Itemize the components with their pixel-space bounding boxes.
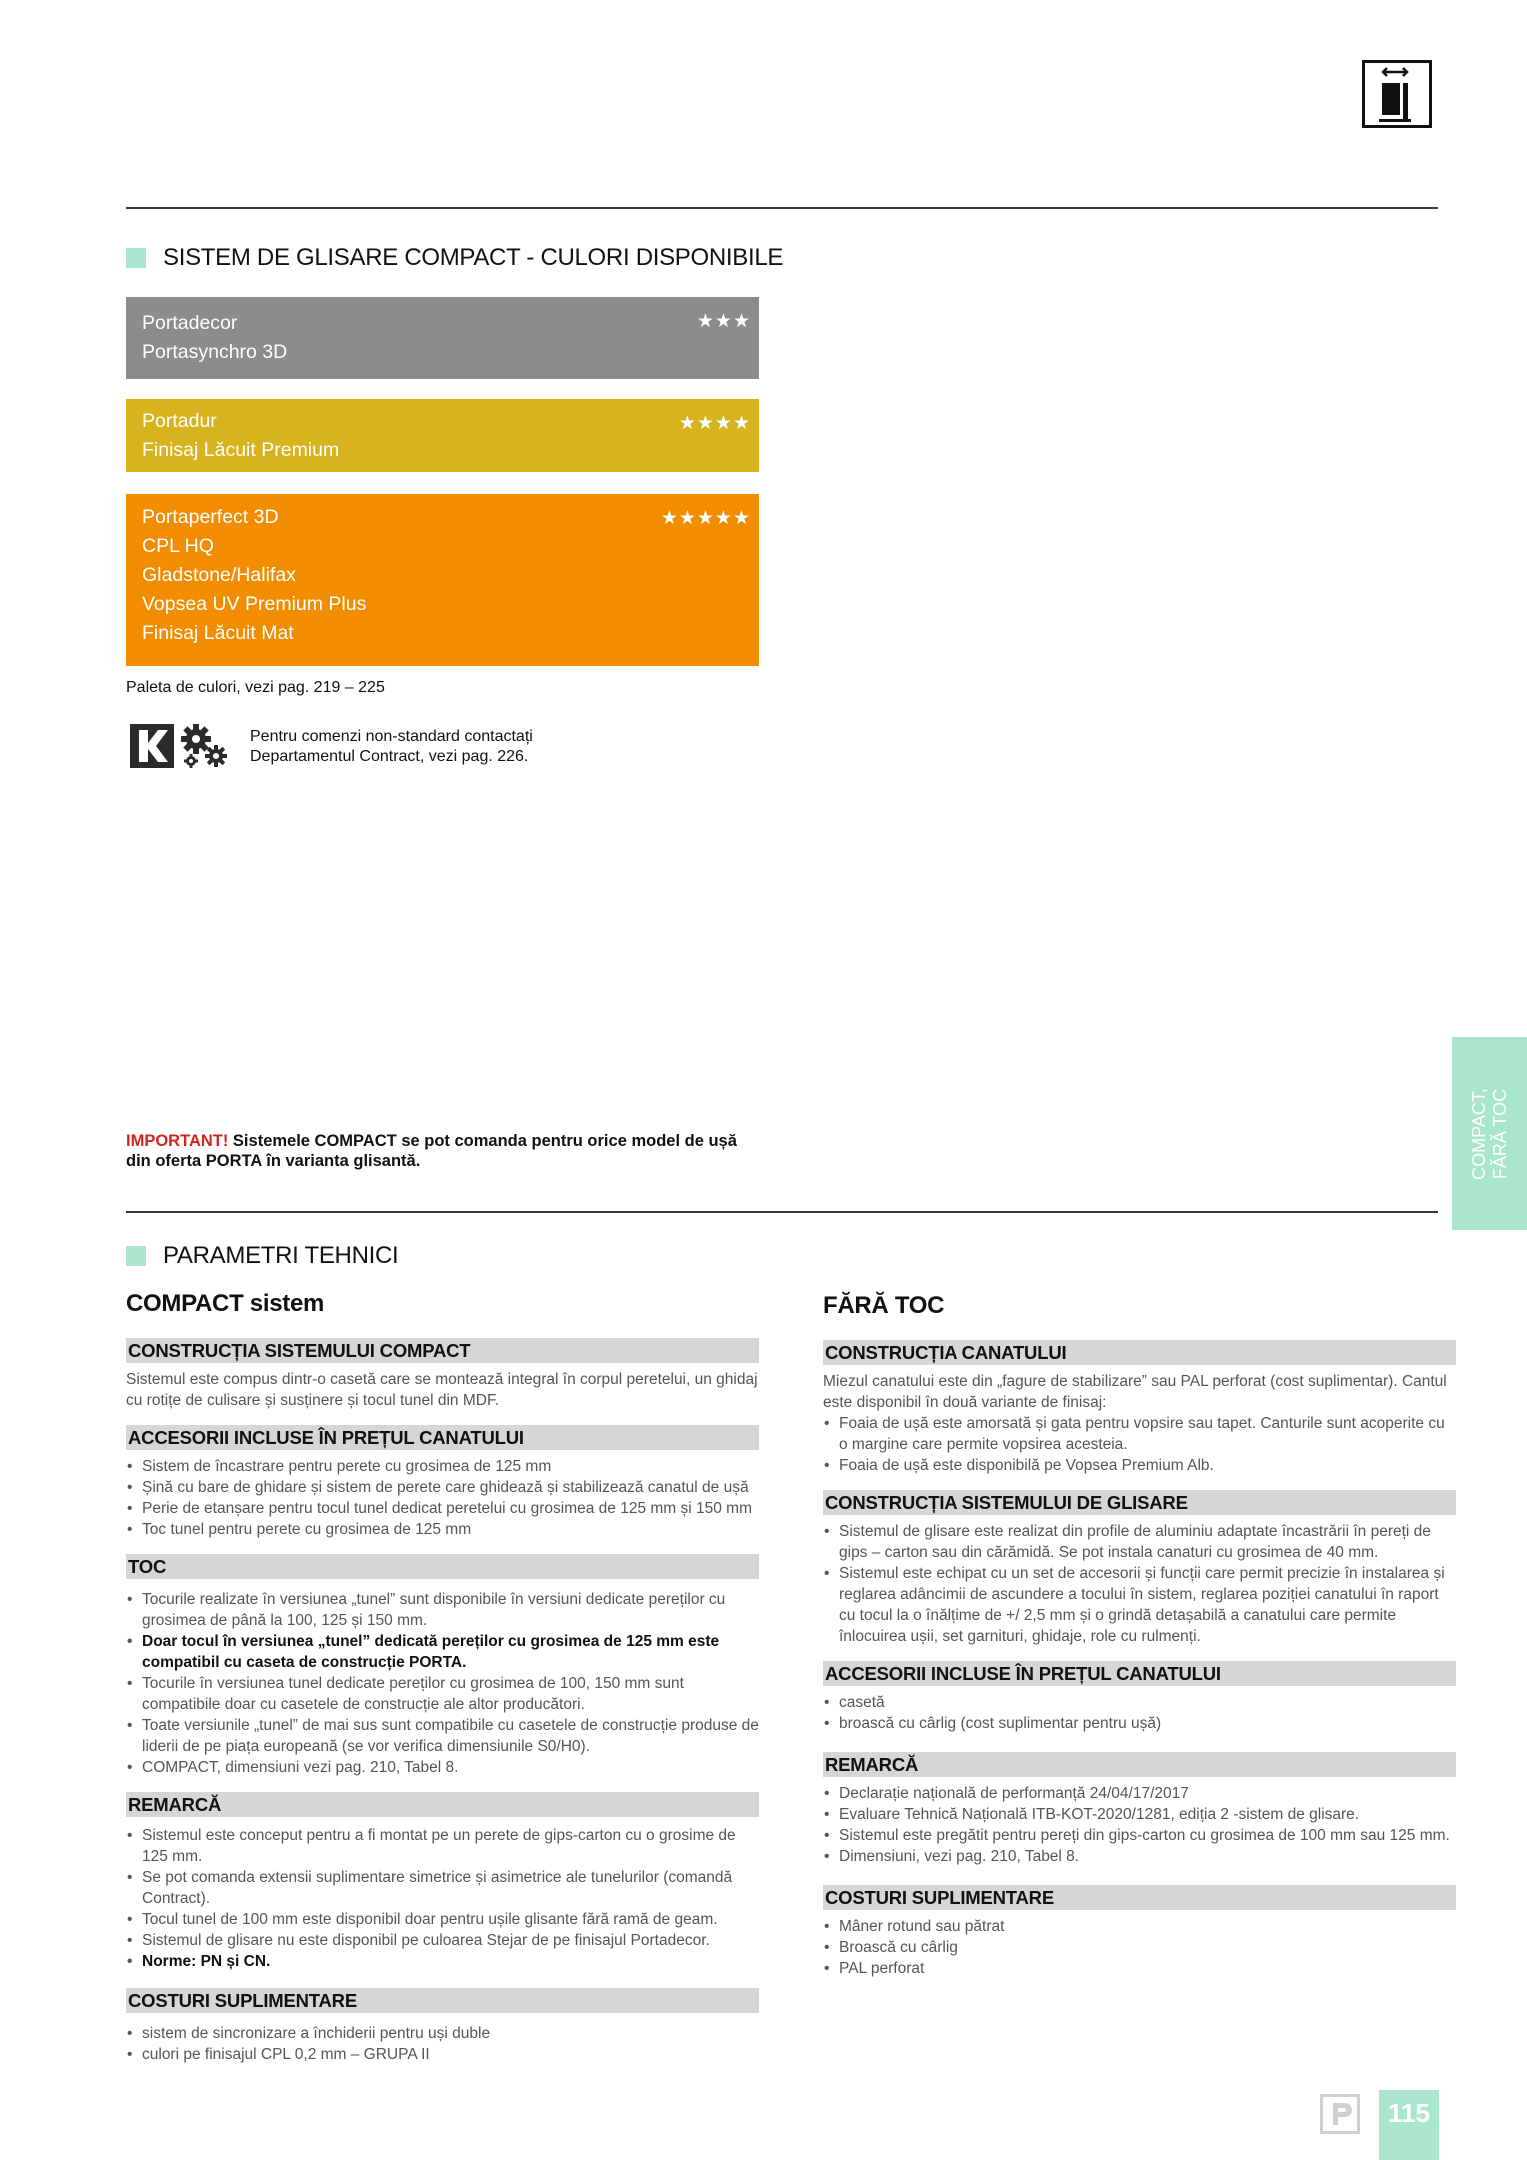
side-tab-line: COMPACT, <box>1468 1087 1489 1180</box>
list-item: • Sistemul este echipat cu un set de accesorii și funcții care permit precizie în instalarea și reglarea adâncimii de ascundere a tocului în sistem, reglarea poziției canatului în raport cu tocul la o înălțime de +/ 2,5 mm și o grindă detașabilă a canatului care permite înlocuirea ușii, set garnituri, ghidaje, role cu rulmenți. <box>823 1563 1456 1647</box>
section-title: PARAMETRI TEHNICI <box>163 1242 399 1269</box>
side-tab-line: FĂRĂ TOC <box>1489 1088 1510 1179</box>
color-box-portadecor <box>126 297 759 379</box>
section-title: SISTEM DE GLISARE COMPACT - CULORI DISPONIBILE <box>163 244 784 271</box>
bullet-list <box>823 1916 1456 1979</box>
list-item: • Foaia de ușă este disponibilă pe Vopsea Premium Alb. <box>823 1455 1456 1476</box>
block-heading: COSTURI SUPLIMENTARE <box>126 1988 759 2013</box>
rating-stars: ★★★★ <box>678 413 751 434</box>
color-line: Gladstone/Halifax <box>142 564 296 586</box>
color-line: Portadecor <box>142 312 238 334</box>
color-line: Portadur <box>142 410 217 432</box>
list-item: • Toate versiunile „tunel” de mai sus sunt compatibile cu casetele de construcție produse de liderii de pe piața europeană (se vor verifica dimensiunile S0/H0). <box>126 1715 759 1757</box>
list-item: • Dimensiuni, vezi pag. 210, Tabel 8. <box>823 1846 1456 1867</box>
important-note <box>126 1131 766 1171</box>
list-item: • Sistemul este pregătit pentru pereți din gips-carton cu grosimea de 100 mm sau 125 mm. <box>823 1825 1456 1846</box>
list-item: • Toc tunel pentru perete cu grosimea de 125 mm <box>126 1519 759 1540</box>
block-heading: REMARCĂ <box>126 1792 759 1817</box>
side-tab-label <box>1469 1088 1511 1180</box>
section-marker <box>126 1246 146 1266</box>
color-line: Portasynchro 3D <box>142 341 288 363</box>
contract-note <box>250 727 670 767</box>
color-line: Finisaj Lăcuit Premium <box>142 439 340 461</box>
list-item: • casetă <box>823 1692 1456 1713</box>
list-item: • Mâner rotund sau pătrat <box>823 1916 1456 1937</box>
color-line: Finisaj Lăcuit Mat <box>142 622 294 644</box>
bullet-list <box>126 2023 759 2065</box>
column-title: FĂRĂ TOC <box>823 1292 945 1319</box>
divider <box>126 207 1438 209</box>
bullet-list <box>823 1783 1456 1867</box>
bullet-list <box>126 1825 759 1972</box>
porta-logo-icon <box>1320 2094 1360 2134</box>
color-box-portaperfect <box>126 494 759 666</box>
color-line: CPL HQ <box>142 535 214 557</box>
color-line: Portaperfect 3D <box>142 506 279 528</box>
side-tab <box>1452 1037 1527 1230</box>
bullet-list <box>823 1521 1456 1647</box>
list-item: • Norme: PN și CN. <box>126 1951 759 1972</box>
list-item: • PAL perforat <box>823 1958 1456 1979</box>
gears-icon <box>178 722 230 770</box>
important-label: IMPORTANT! <box>126 1132 229 1150</box>
list-item: • Tocurile în versiunea tunel dedicate pereților cu grosimea de 100, 150 mm sunt compatibile doar cu casetele de construcție ale altor producători. <box>126 1673 759 1715</box>
list-item: • COMPACT, dimensiuni vezi pag. 210, Tabel 8. <box>126 1757 759 1778</box>
list-item: • Sistemul este conceput pentru a fi montat pe un perete de gips-carton cu o grosime de 125 mm. <box>126 1825 759 1867</box>
list-item: • Tocul tunel de 100 mm este disponibil doar pentru ușile glisante fără ramă de geam. <box>126 1909 759 1930</box>
list-item: • Broască cu cârlig <box>823 1937 1456 1958</box>
block-heading: ACCESORII INCLUSE ÎN PREȚUL CANATULUI <box>823 1661 1456 1686</box>
list-item: • Foaia de ușă este amorsată și gata pentru vopsire sau tapet. Canturile sunt acoperite cu o margine care permite vopsirea acesteia. <box>823 1413 1456 1455</box>
bullet-list <box>126 1456 759 1540</box>
list-item: • Se pot comanda extensii suplimentare simetrice și asimetrice ale tunelurilor (comandă Contract). <box>126 1867 759 1909</box>
list-item: • Evaluare Tehnică Națională ITB-KOT-2020/1281, ediția 2 -sistem de glisare. <box>823 1804 1456 1825</box>
color-line: Vopsea UV Premium Plus <box>142 593 367 615</box>
list-item: • broască cu cârlig (cost suplimentar pentru ușă) <box>823 1713 1456 1734</box>
list-item: • sistem de sincronizare a închiderii pentru uși duble <box>126 2023 759 2044</box>
palette-note: Paleta de culori, vezi pag. 219 – 225 <box>126 679 385 696</box>
column-title: COMPACT sistem <box>126 1290 325 1317</box>
list-item: • Șină cu bare de ghidare și sistem de perete care ghidează și stabilizează canatul de ușă <box>126 1477 759 1498</box>
page-number-box <box>1379 2090 1439 2160</box>
rating-stars: ★★★ <box>696 311 751 332</box>
important-text: Sistemele COMPACT se pot comanda pentru orice model de ușă din oferta PORTA în varianta glisantă. <box>126 1132 737 1170</box>
list-item: • Tocurile realizate în versiunea „tunel” sunt disponibile în versiuni dedicate pereților cu grosimea de până la 100, 125 și 150 mm. <box>126 1589 759 1631</box>
list-item: • Perie de etanșare pentru tocul tunel dedicat peretelui cu grosimea de 125 mm și 150 mm <box>126 1498 759 1519</box>
color-box-portadur <box>126 399 759 472</box>
sliding-door-icon <box>1362 60 1432 128</box>
block-heading: CONSTRUCȚIA SISTEMULUI DE GLISARE <box>823 1490 1456 1515</box>
block-heading: COSTURI SUPLIMENTARE <box>823 1885 1456 1910</box>
block-paragraph: Sistemul este compus dintr-o casetă care se montează integral în corpul peretelui, un ghidaj cu rotițe de culisare și susținere și tocul tunel din MDF. <box>126 1371 758 1409</box>
rating-stars: ★★★★★ <box>660 508 751 529</box>
block-heading: ACCESORII INCLUSE ÎN PREȚUL CANATULUI <box>126 1425 759 1450</box>
list-item: • Sistem de încastrare pentru perete cu grosimea de 125 mm <box>126 1456 759 1477</box>
contract-k-icon <box>130 724 174 768</box>
block-heading: TOC <box>126 1554 759 1579</box>
bullet-list <box>823 1413 1456 1476</box>
section-heading-colors <box>126 244 783 272</box>
list-item: • culori pe finisajul CPL 0,2 mm – GRUPA II <box>126 2044 759 2065</box>
right-column <box>823 1292 1456 1987</box>
bullet-list <box>823 1692 1456 1734</box>
page-number: 115 <box>1388 2098 1430 2128</box>
list-item: • Sistemul de glisare nu este disponibil pe culoarea Stejar de pe finisajul Portadecor. <box>126 1930 759 1951</box>
divider <box>126 1211 1438 1213</box>
contract-note-line: Pentru comenzi non-standard contactați <box>250 728 533 745</box>
block-heading: CONSTRUCȚIA SISTEMULUI COMPACT <box>126 1338 759 1363</box>
left-column <box>126 1290 759 2073</box>
block-heading: REMARCĂ <box>823 1752 1456 1777</box>
section-heading-params <box>126 1242 398 1270</box>
list-item: • Declarație națională de performanță 24/04/17/2017 <box>823 1783 1456 1804</box>
bullet-list <box>126 1589 759 1778</box>
contract-note-line: Departamentul Contract, vezi pag. 226. <box>250 748 529 765</box>
block-heading: CONSTRUCȚIA CANATULUI <box>823 1340 1456 1365</box>
section-marker <box>126 248 146 268</box>
block-paragraph: Miezul canatului este din „fagure de stabilizare” sau PAL perforat (cost suplimentar). Cantul este disponibil în două variante de finisaj: <box>823 1373 1447 1411</box>
list-item: • Sistemul de glisare este realizat din profile de aluminiu adaptate încastrării în pereți de gips – carton sau din cărămidă. Se pot instala canaturi cu grosimea de 40 mm. <box>823 1521 1456 1563</box>
list-item: • Doar tocul în versiunea „tunel” dedicată pereților cu grosimea de 125 mm este compatibil cu caseta de construcție PORTA. <box>126 1631 759 1673</box>
